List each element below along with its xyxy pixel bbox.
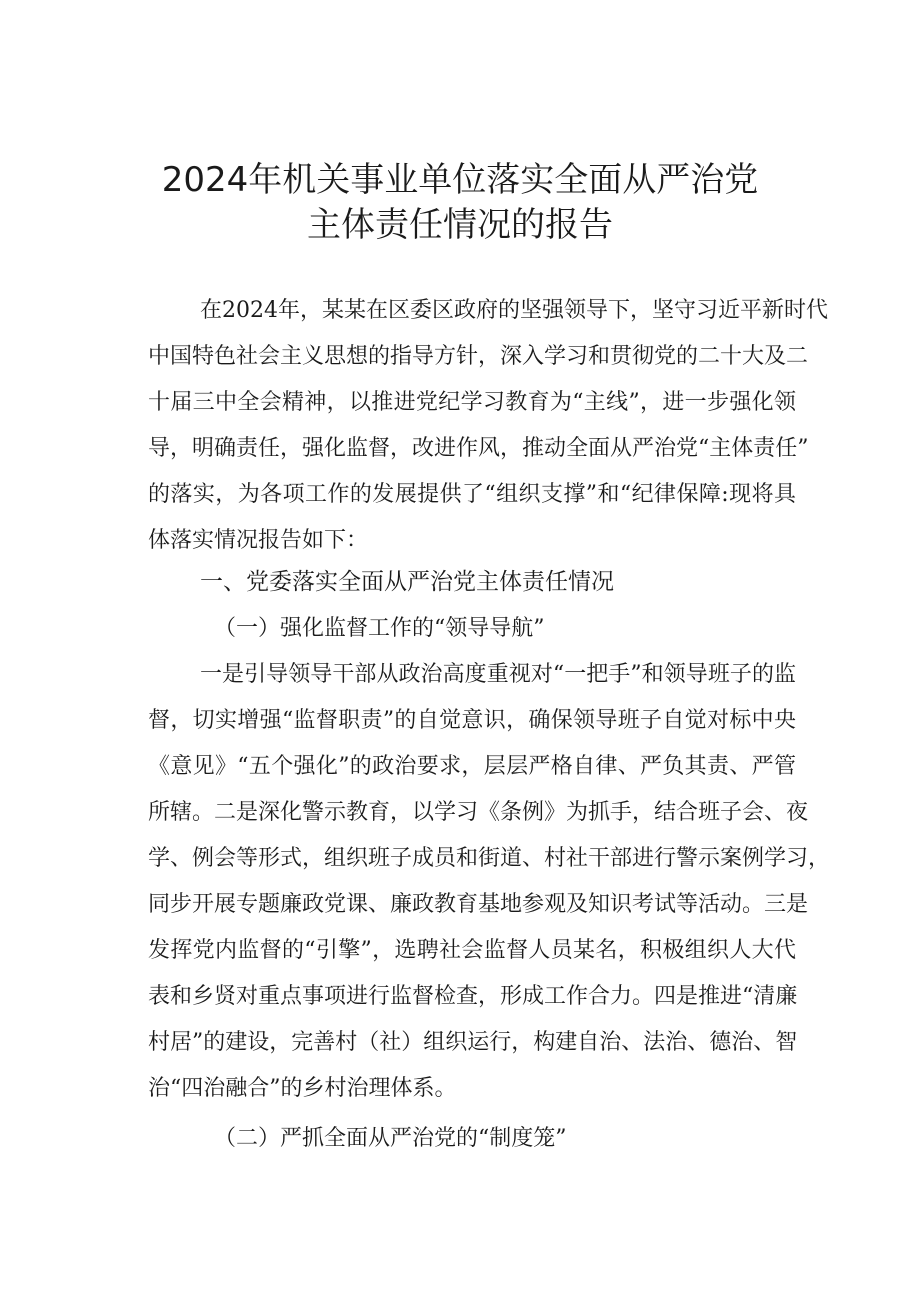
intro-line: 十届三中全会精神，以推进党纪学习教育为“主线”，进一步强化领 — [148, 390, 796, 415]
intro-line: 中国特色社会主义思想的指导方针，深入学习和贯彻党的二十大及二 — [148, 344, 809, 369]
body-line: 督，切实增强“监督职责”的自觉意识，确保领导班子自觉对标中央 — [148, 708, 796, 733]
subsection-heading: （一）强化监督工作的“领导导航” — [214, 616, 545, 641]
body-line: 同步开展专题廉政党课、廉政教育基地参观及知识考试等活动。三是 — [148, 892, 809, 917]
body-line: 一是引导领导干部从政治高度重视对“一把手”和领导班子的监 — [200, 662, 796, 687]
section-heading: 一、党委落实全面从严治党主体责任情况 — [200, 569, 614, 595]
document-title-line-2: 主体责任情况的报告 — [307, 205, 613, 245]
body-line: 所辖。二是深化警示教育，以学习《条例》为抓手，结合班子会、夜 — [148, 800, 809, 825]
body-line: 《意见》“五个强化”的政治要求，层层严格自律、严负其责、严管 — [148, 754, 796, 779]
intro-line: 在2024年，某某在区委区政府的坚强领导下，坚守习近平新时代 — [200, 298, 828, 323]
intro-line: 体落实情况报告如下： — [148, 528, 369, 553]
body-line: 治“四治融合”的乡村治理体系。 — [148, 1076, 457, 1101]
body-line: 学、例会等形式，组织班子成员和街道、村社干部进行警示案例学习， — [148, 846, 831, 871]
body-line: 发挥党内监督的“引擎”，选聘社会监督人员某名，积极组织人大代 — [148, 938, 796, 963]
intro-line: 导，明确责任，强化监督，改进作风，推动全面从严治党“主体责任” — [148, 436, 809, 461]
intro-line: 的落实，为各项工作的发展提供了“组织支撑”和“纪律保障:现将具 — [148, 482, 796, 507]
document-title-line-1: 2024年机关事业单位落实全面从严治党 — [161, 160, 759, 200]
body-line: 村居”的建设，完善村（社）组织运行，构建自治、法治、德治、智 — [148, 1030, 798, 1055]
body-line: 表和乡贤对重点事项进行监督检查，形成工作合力。四是推进“清廉 — [148, 984, 798, 1009]
subsection-heading: （二）严抓全面从严治党的“制度笼” — [214, 1126, 567, 1151]
